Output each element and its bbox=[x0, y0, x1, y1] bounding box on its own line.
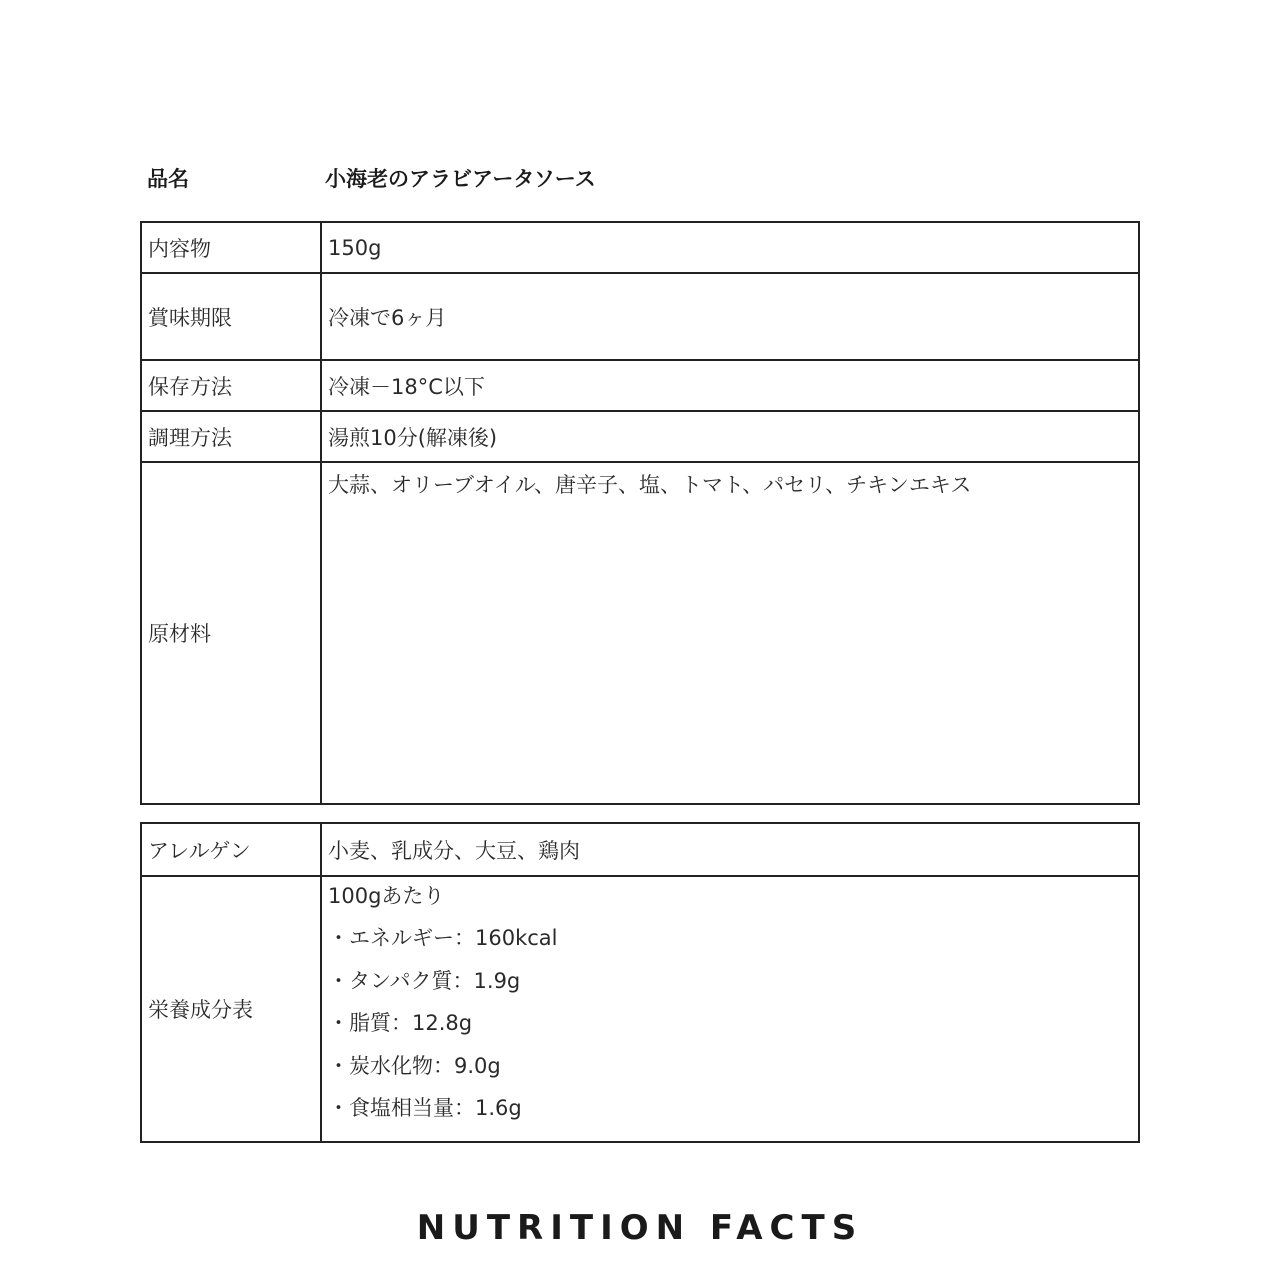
product-name-label: 品名 bbox=[147, 167, 189, 191]
nutrition-energy: ・エネルギー：160kcal bbox=[328, 926, 558, 950]
spec-label-best-before: 賞味期限 bbox=[141, 273, 321, 360]
product-name-row bbox=[147, 163, 1137, 197]
spec-label-ingredients: 原材料 bbox=[141, 462, 321, 804]
table-row bbox=[141, 222, 1139, 273]
nutrition-protein: ・タンパク質：1.9g bbox=[328, 968, 521, 993]
nutrition-carbohydrate: ・炭水化物：9.0g bbox=[328, 1053, 501, 1078]
spec-value-storage: 冷凍－18°C以下 bbox=[321, 360, 1139, 411]
spec-label-cooking: 調理方法 bbox=[141, 411, 321, 462]
product-name-value: 小海老のアラビアータソース bbox=[325, 167, 596, 191]
table-row bbox=[141, 273, 1139, 360]
product-spec-table bbox=[140, 221, 1140, 805]
spec-label-contents: 内容物 bbox=[141, 222, 321, 273]
nutrition-salt: ・食塩相当量：1.6g bbox=[328, 1096, 522, 1120]
spec-value-contents: 150g bbox=[321, 222, 1139, 273]
table-row bbox=[141, 876, 1139, 1142]
nutrition-basis: 100gあたり bbox=[328, 884, 445, 908]
nutrition-fat: ・脂質：12.8g bbox=[328, 1011, 473, 1035]
table-row bbox=[141, 823, 1139, 876]
spec-value-ingredients: 大蒜、オリーブオイル、唐辛子、塩、トマト、パセリ、チキンエキス bbox=[321, 462, 1139, 804]
allergen-label: アレルゲン bbox=[141, 823, 321, 876]
nutrition-values bbox=[321, 876, 1139, 1142]
spec-value-cooking: 湯煎10分(解凍後) bbox=[321, 411, 1139, 462]
allergen-value: 小麦、乳成分、大豆、鶏肉 bbox=[321, 823, 1139, 876]
nutrition-label: 栄養成分表 bbox=[141, 876, 321, 1142]
footer-heading: NUTRITION FACTS bbox=[416, 1208, 864, 1248]
table-row bbox=[141, 411, 1139, 462]
allergen-nutrition-table bbox=[140, 822, 1140, 1143]
table-row bbox=[141, 462, 1139, 804]
spec-value-best-before: 冷凍で6ヶ月 bbox=[321, 273, 1139, 360]
table-row bbox=[141, 360, 1139, 411]
spec-label-storage: 保存方法 bbox=[141, 360, 321, 411]
